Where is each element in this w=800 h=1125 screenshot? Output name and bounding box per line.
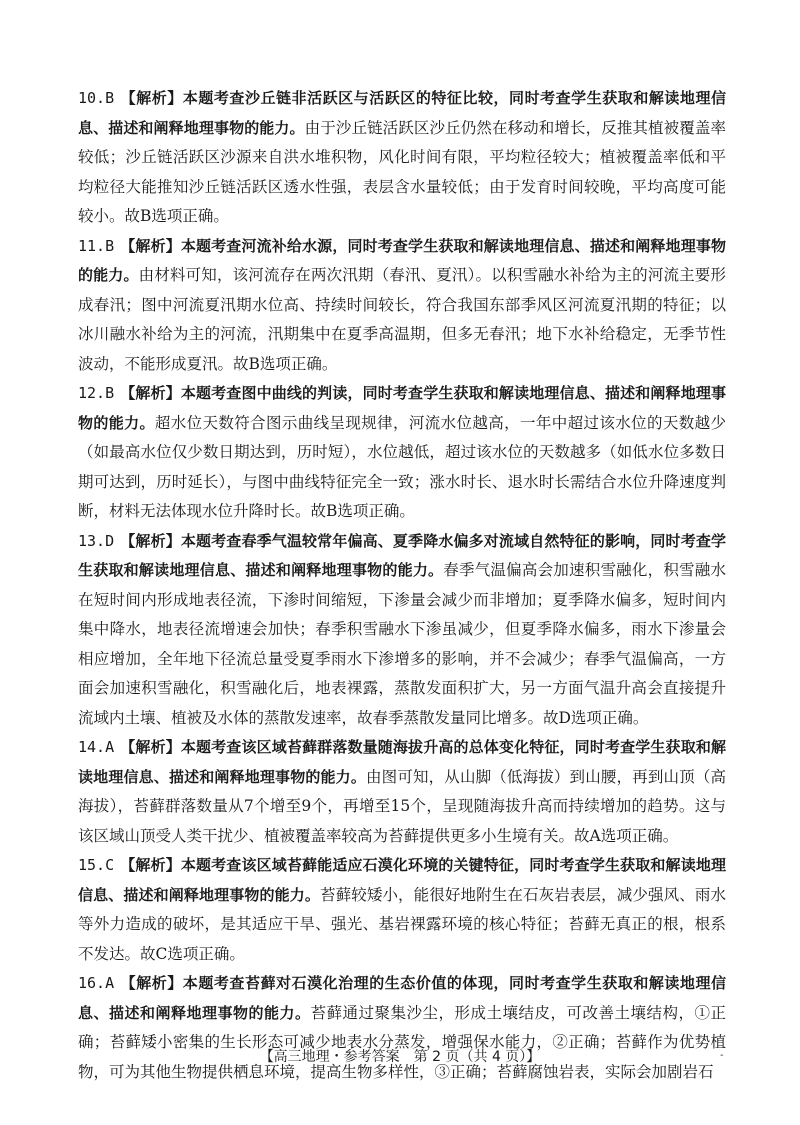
answer-analysis-heading: 【解析】本题考查春季气温较常年偏高、夏季降水偏多对流域自然特征的影响，同时考查学生获取和解读地理信息、描述和阐释地理事物的能力。 <box>78 531 726 579</box>
answer-analysis-heading: 【解析】本题考查苔藓对石漠化治理的生态价值的体现，同时考查学生获取和解读地理信息、描述和阐释地理事物的能力。 <box>78 974 726 1022</box>
answer-item-10 <box>78 84 726 232</box>
answer-number: 16.A <box>78 974 115 992</box>
answer-item-16 <box>78 969 726 1087</box>
answer-item-15 <box>78 851 726 969</box>
answer-number: 10.B <box>78 89 115 107</box>
answer-analysis-heading: 【解析】本题考查沙丘链非活跃区与活跃区的特征比较，同时考查学生获取和解读地理信息、描述和阐释地理事物的能力。 <box>78 89 726 137</box>
page-footer: 【高三地理・参考答案 第 2 页（共 4 页）】 <box>259 1049 541 1065</box>
answer-analysis-heading: 【解析】本题考查图中曲线的判读，同时考查学生获取和解读地理信息、描述和阐释地理事物的能力。 <box>78 384 726 432</box>
answer-analysis-body: 由于沙丘链活跃区沙丘仍然在移动和增长，反推其植被覆盖率较低；沙丘链活跃区沙源来自洪水堆积物，风化时间有限，平均粒径较大；植被覆盖率低和平均粒径大能推知沙丘链活跃区透水性强，表层含水量较低；由于发育时间较晚，平均高度可能较小。故B选项正确。 <box>78 118 726 225</box>
answer-number: 13.D <box>78 531 115 550</box>
answer-list <box>78 84 726 1087</box>
answer-analysis-body: 由图可知，从山脚（低海拔）到山腰，再到山顶（高海拔），苔藓群落数量从7个增至9个，再增至15个，呈现随海拔升高而持续增加的趋势。这与该区域山顶受人类干扰少、植被覆盖率较高为苔藓提供更多小生境有关。故A选项正确。 <box>78 767 726 845</box>
answer-analysis-body: 苔藓通过聚集沙尘，形成土壤结皮，可改善土壤结构，①正确；苔藓矮小密集的生长形态可减少地表水分蒸发，增强保水能力，②正确；苔藓作为优势植物，可为其他生物提供栖息环境，提高生物多样性，③正确；苔藓腐蚀岩表，实际会加剧岩石 <box>78 1003 726 1081</box>
answer-item-12 <box>78 379 726 527</box>
answer-item-14 <box>78 733 726 851</box>
footer-mark: - <box>720 1050 724 1061</box>
answer-item-13 <box>78 527 726 734</box>
answer-item-11 <box>78 232 726 380</box>
answer-analysis-heading: 【解析】本题考查该区域苔藓群落数量随海拔升高的总体变化特征，同时考查学生获取和解读地理信息、描述和阐释地理事物的能力。 <box>78 738 726 786</box>
answer-analysis-body: 春季气温偏高会加速积雪融化，积雪融水在短时间内形成地表径流，下渗时间缩短，下渗量会减少而非增加；夏季降水偏多，短时间内集中降水，地表径流增速会加快；春季积雪融水下渗虽减少，但夏季降水偏多，雨水下渗量会相应增加，全年地下径流总量受夏季雨水下渗增多的影响，并不会减少；春季气温偏高，一方面会加速积雪融化，积雪融化后，地表裸露，蒸散发面积扩大，另一方面气温升高会直接提升流域内土壤、植被及水体的蒸散发速率，故春季蒸散发量同比增多。故D选项正确。 <box>78 561 726 727</box>
answer-analysis-heading: 【解析】本题考查河流补给水源，同时考查学生获取和解读地理信息、描述和阐释地理事物的能力。 <box>78 236 726 284</box>
answer-number: 11.B <box>78 236 115 255</box>
answer-number: 12.B <box>78 384 115 402</box>
answer-number: 15.C <box>78 856 115 874</box>
answer-analysis-body: 苔藓较矮小，能很好地附生在石灰岩表层，减少强风、雨水等外力造成的破坏，是其适应干旱、强光、基岩裸露环境的核心特征；苔藓无真正的根，根系不发达。故C选项正确。 <box>78 885 726 963</box>
answer-analysis-body: 超水位天数符合图示曲线呈现规律，河流水位越高，一年中超过该水位的天数越少（如最高水位仅少数日期达到，历时短），水位越低，超过该水位的天数越多（如低水位多数日期可达到，历时延长），与图中曲线特征完全一致；涨水时长、退水时长需结合水位升降速度判断，材料无法体现水位升降时长。故B选项正确。 <box>78 413 726 520</box>
answer-analysis-heading: 【解析】本题考查该区域苔藓能适应石漠化环境的关键特征，同时考查学生获取和解读地理信息、描述和阐释地理事物的能力。 <box>78 856 726 904</box>
answer-number: 14.A <box>78 738 115 756</box>
answer-analysis-body: 由材料可知，该河流存在两次汛期（春汛、夏汛）。以积雪融水补给为主的河流主要形成春汛；图中河流夏汛期水位高、持续时间较长，符合我国东部季风区河流夏汛期的特征；以冰川融水补给为主的河流，汛期集中在夏季高温期，但多无春汛；地下水补给稳定，无季节性波动，不能形成夏汛。故B选项正确。 <box>78 266 726 373</box>
